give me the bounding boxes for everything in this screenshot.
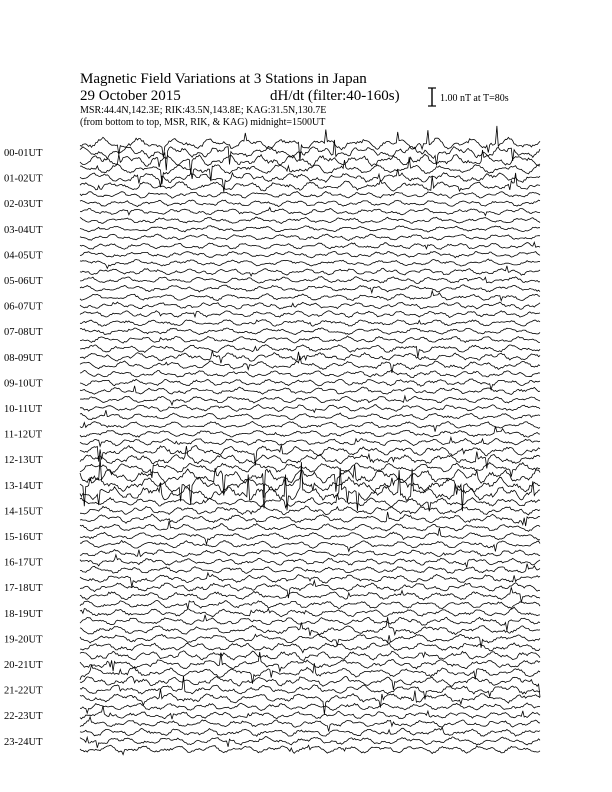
trace-rik [80,607,540,617]
hour-label: 14-15UT [4,506,43,518]
chart-title: Magnetic Field Variations at 3 Stations in Japan [80,71,367,87]
hour-label: 17-18UT [4,583,43,595]
trace-rik [80,169,540,192]
hour-labels [4,148,43,748]
hour-label: 08-09UT [4,352,43,364]
trace-kag [80,617,540,636]
trace-kag [80,651,540,661]
trace-rik [80,302,540,309]
trace-rik [80,251,540,257]
trace-kag [80,266,540,276]
trace-msr [80,564,540,574]
trace-msr [80,259,540,268]
trace-kag [80,422,540,432]
trace-kag [80,521,540,532]
scale-bar-label: 1.00 nT at T=80s [440,93,509,104]
scale-bar [428,88,436,106]
trace-msr [80,615,540,631]
trace-msr [80,643,540,653]
trace-msr [80,540,540,551]
trace-kag [80,573,540,587]
hour-label: 19-20UT [4,634,43,646]
trace-kag [80,242,540,249]
trace-msr [80,437,540,446]
trace-rik [80,426,540,437]
station-order-note: (from bottom to top, MSR, RIK, & KAG) midnight=1500UT [80,117,326,128]
trace-msr [80,512,540,526]
trace-rik [80,706,540,719]
trace-rik [80,277,540,284]
hour-label: 06-07UT [4,301,43,313]
traces [80,126,540,755]
hour-label: 03-04UT [4,224,43,236]
hour-label: 15-16UT [4,532,43,543]
hour-label: 05-06UT [4,276,43,287]
trace-kag [80,291,540,301]
trace-msr [80,717,540,732]
trace-kag [80,192,540,199]
hour-label: 11-12UT [4,429,43,441]
trace-kag [80,601,540,609]
trace-msr [80,150,540,175]
hour-label: 01-02UT [4,173,43,185]
hour-label: 10-11UT [4,404,43,415]
hour-label: 12-13UT [4,455,43,467]
trace-rik [80,737,540,748]
trace-kag [80,676,540,697]
hour-label: 04-05UT [4,250,43,262]
trace-rik [80,200,540,207]
trace-rik [80,581,540,599]
trace-rik [80,457,540,511]
trace-msr [80,208,540,216]
trace-msr [80,386,540,395]
trace-rik [80,506,540,515]
trace-msr [80,311,540,318]
trace-msr [80,410,540,419]
trace-rik [80,226,540,232]
hour-label: 20-21UT [4,660,43,671]
hour-label: 09-10UT [4,378,43,390]
trace-rik [80,676,540,700]
trace-kag [80,550,540,557]
chart-date: 29 October 2015 [80,88,181,104]
trace-kag [80,126,540,161]
trace-rik [80,555,540,568]
chart-subtitle: dH/dt (filter:40-160s) [270,88,400,104]
trace-msr [80,173,540,191]
hour-label: 22-23UT [4,711,43,723]
hour-label: 00-01UT [4,148,43,159]
hour-label: 07-08UT [4,327,43,339]
trace-msr [80,336,540,343]
hour-label: 02-03UT [4,199,43,211]
hour-label: 23-24UT [4,736,43,748]
trace-msr [80,285,540,293]
hour-label: 16-17UT [4,557,43,569]
trace-kag [80,396,540,405]
station-coordinates: MSR:44.4N,142.3E; RIK:43.5N,143.8E; KAG:31.5N,130.7E [80,105,327,116]
trace-msr [80,234,540,240]
trace-kag [80,345,540,358]
trace-rik [80,351,540,364]
trace-rik [80,328,540,335]
trace-kag [80,727,540,736]
hour-label: 18-19UT [4,608,43,620]
trace-kag [80,217,540,223]
trace-msr [80,587,540,602]
trace-kag [80,320,540,327]
trace-rik [80,140,540,170]
trace-kag [80,493,540,511]
trace-msr [80,356,540,373]
trace-msr [80,689,540,714]
trace-msr [80,745,540,754]
trace-rik [80,528,540,544]
hour-label: 21-22UT [4,685,43,697]
trace-kag [80,703,540,713]
trace-rik [80,405,540,413]
hour-label: 13-14UT [4,480,43,492]
trace-kag [80,370,540,377]
